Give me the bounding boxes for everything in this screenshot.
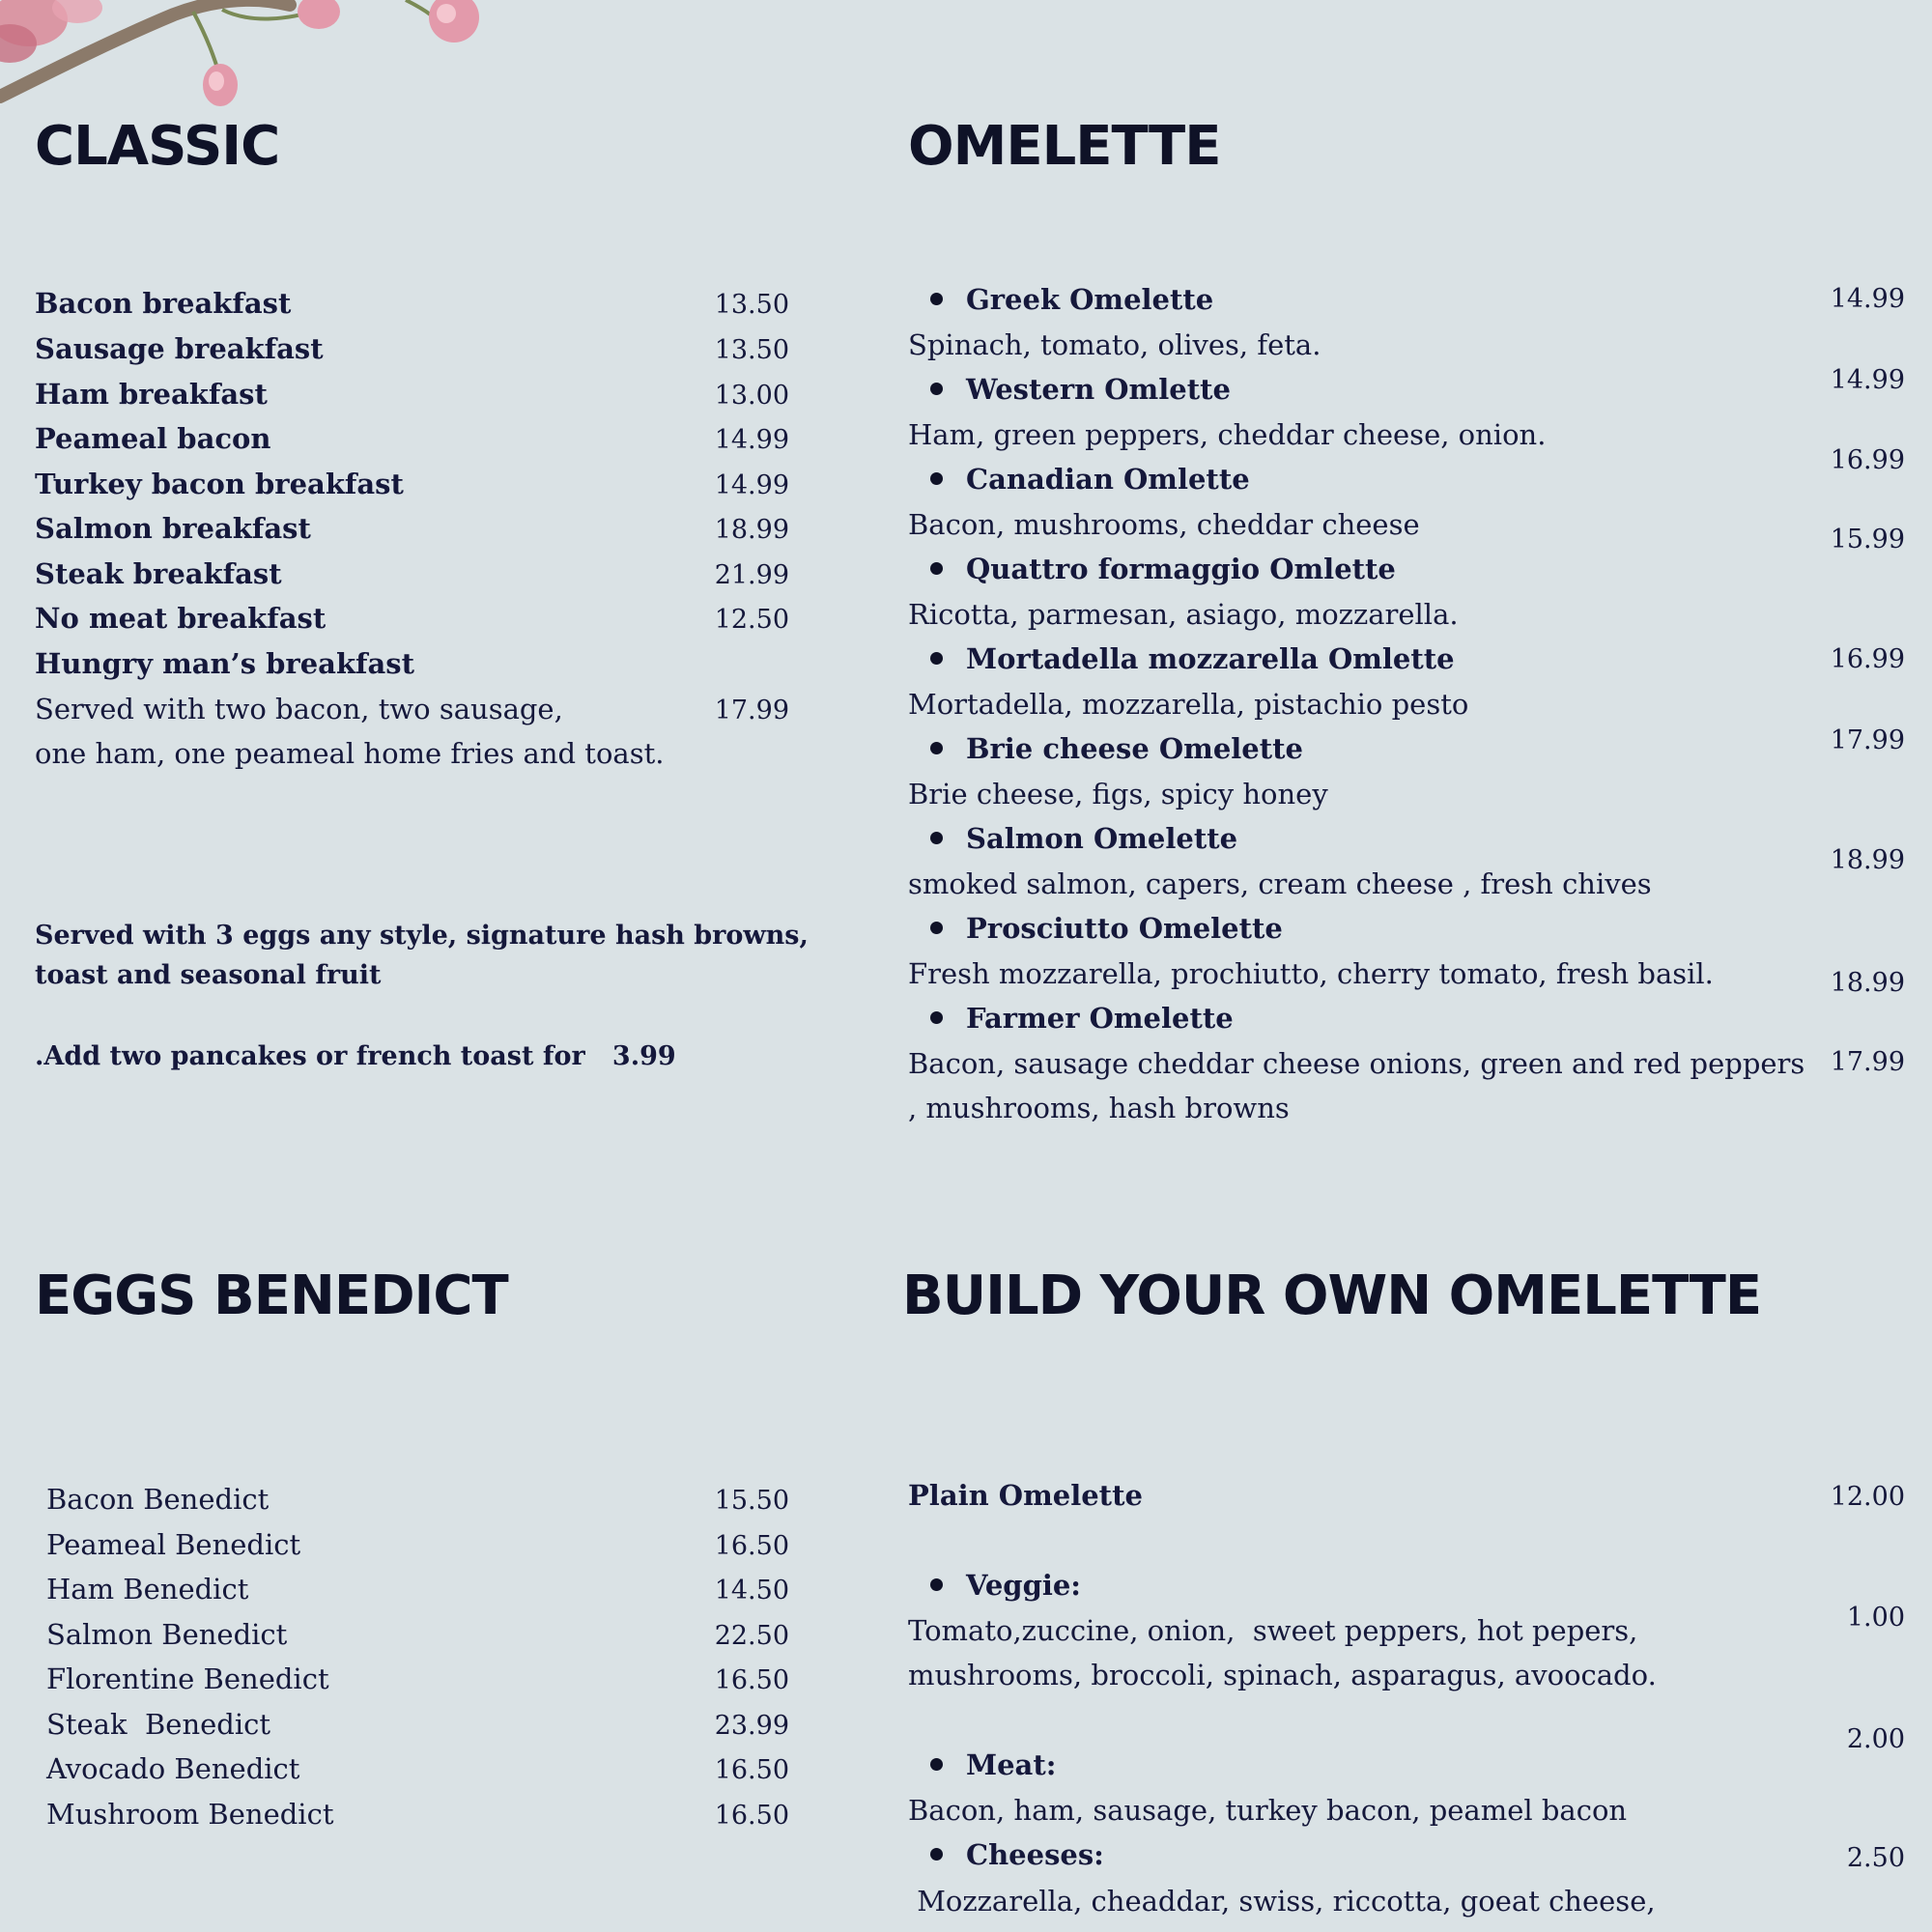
bullet-icon [930,383,943,395]
classic-item-name: Bacon breakfast [35,287,292,320]
bullet-icon [930,562,943,575]
classic-note: toast and seasonal fruit [35,960,382,990]
omelette-item-name: Salmon Omelette [966,822,1238,855]
plain-omelette-price: 12.00 [1830,1482,1905,1512]
omelette-price: 14.99 [1830,365,1905,395]
omelette-item [930,283,1214,316]
omelette-item-name: Greek Omelette [966,283,1214,316]
veggie-option [930,1569,1082,1602]
omelette-item-desc: Ricotta, parmesan, asiago, mozzarella. [908,598,1459,631]
bullet-icon [930,1758,943,1771]
bullet-icon [930,293,943,305]
omelette-item [930,732,1303,765]
benedict-item-name: Salmon Benedict [46,1618,288,1651]
omelette-price: 17.99 [1830,1047,1905,1077]
omelette-item [930,822,1238,855]
bullet-icon [930,922,943,934]
meat-price: 2.00 [1846,1724,1905,1754]
classic-item-name: Peameal bacon [35,422,271,455]
classic-item-name: Salmon breakfast [35,512,311,545]
omelette-item-name: Mortadella mozzarella Omlette [966,642,1455,675]
benedict-item-name: Ham Benedict [46,1573,249,1605]
hungry-breakfast-desc: Served with two bacon, two sausage, [35,693,563,725]
bullet-icon [930,1848,943,1861]
classic-item-name: No meat breakfast [35,602,327,635]
omelette-item-name: Canadian Omlette [966,463,1250,496]
hungry-breakfast-desc: one ham, one peameal home fries and toast. [35,737,665,770]
bullet-icon [930,1578,943,1591]
benedict-item-price: 16.50 [714,1755,789,1785]
benedict-item-name: Mushroom Benedict [46,1798,334,1831]
veggie-desc: Tomato,zuccine, onion, sweet peppers, hot pepers, [908,1614,1638,1647]
benedict-item-price: 16.50 [714,1665,789,1695]
omelette-item [930,463,1250,496]
omelette-item-desc: Spinach, tomato, olives, feta. [908,328,1321,361]
omelette-item-name: Farmer Omelette [966,1002,1234,1035]
hungry-breakfast-price: 17.99 [714,696,789,725]
cheese-price: 2.50 [1846,1843,1905,1873]
omelette-item-name: Quattro formaggio Omlette [966,553,1396,585]
bullet-icon [930,1011,943,1024]
benedict-item-price: 22.50 [714,1621,789,1651]
classic-item-price: 12.50 [714,605,789,635]
omelette-item [930,555,1396,583]
veggie-price: 1.00 [1846,1603,1905,1633]
cheese-label: Cheeses: [966,1838,1104,1871]
omelette-item-name: Prosciutto Omelette [966,912,1283,945]
omelette-item-desc: Bacon, mushrooms, cheddar cheese [908,508,1420,541]
omelette-item [930,912,1283,945]
omelette-item-desc: Ham, green peppers, cheddar cheese, onion. [908,418,1547,451]
classic-note: Served with 3 eggs any style, signature hash browns, [35,921,809,951]
meat-option [930,1748,1057,1781]
bullet-icon [930,742,943,754]
omelette-item [930,642,1455,675]
floral-decoration-icon [0,0,502,116]
benedict-item-price: 15.50 [714,1486,789,1516]
bullet-icon [930,652,943,665]
build-heading: BUILD YOUR OWN OMELETTE [902,1264,1762,1327]
bullet-icon [930,832,943,844]
benedict-item-name: Steak Benedict [46,1708,271,1741]
classic-item-price: 13.50 [714,290,789,320]
omelette-item-desc: Mortadella, mozzarella, pistachio pesto [908,688,1469,721]
omelette-item-name: Brie cheese Omelette [966,732,1303,765]
classic-item-name: Ham breakfast [35,378,268,411]
bullet-icon [930,472,943,485]
benedict-heading: EGGS BENEDICT [35,1264,508,1327]
meat-label: Meat: [966,1748,1057,1781]
benedict-item-price: 16.50 [714,1801,789,1831]
omelette-item-desc: Bacon, sausage cheddar cheese onions, green and red peppers [908,1047,1805,1080]
benedict-item-price: 16.50 [714,1531,789,1561]
classic-item-price: 21.99 [714,560,789,590]
omelette-price: 16.99 [1830,445,1905,475]
omelette-price: 18.99 [1830,845,1905,875]
cheese-option [930,1838,1104,1871]
classic-heading: CLASSIC [35,115,280,178]
omelette-item [930,373,1231,406]
classic-item-name: Sausage breakfast [35,332,324,365]
omelette-item [930,1002,1234,1035]
omelette-price: 15.99 [1830,525,1905,554]
omelette-price: 16.99 [1830,644,1905,674]
omelette-item-name: Western Omlette [966,373,1231,406]
omelette-price: 14.99 [1830,284,1905,314]
benedict-item-name: Avocado Benedict [46,1752,300,1785]
benedict-item-name: Florentine Benedict [46,1662,329,1695]
classic-item-name: Turkey bacon breakfast [35,468,404,500]
classic-item-price: 13.50 [714,335,789,365]
benedict-item-name: Peameal Benedict [46,1528,301,1561]
classic-item-name: Steak breakfast [35,557,282,590]
meat-desc: Bacon, ham, sausage, turkey bacon, peamel bacon [908,1794,1628,1827]
omelette-price: 17.99 [1830,725,1905,755]
benedict-item-name: Bacon Benedict [46,1483,270,1516]
classic-item-price: 18.99 [714,515,789,545]
benedict-item-price: 14.50 [714,1576,789,1605]
omelette-item-desc: smoked salmon, capers, cream cheese , fresh chives [908,867,1652,900]
hungry-breakfast-name: Hungry man’s breakfast [35,647,415,680]
classic-item-price: 13.00 [714,381,789,411]
benedict-item-price: 23.99 [714,1711,789,1741]
classic-item-price: 14.99 [714,470,789,500]
cheese-desc: Mozzarella, cheaddar, swiss, riccotta, goeat cheese, [908,1885,1656,1918]
plain-omelette-name: Plain Omelette [908,1479,1143,1512]
classic-item-price: 14.99 [714,425,789,455]
omelette-item-desc: Brie cheese, figs, spicy honey [908,778,1328,810]
veggie-desc: mushrooms, broccoli, spinach, asparagus, avoocado. [908,1659,1657,1691]
omelette-price: 18.99 [1830,968,1905,998]
omelette-heading: OMELETTE [908,115,1221,178]
classic-addon: .Add two pancakes or french toast for 3.99 [35,1041,676,1071]
omelette-item-desc: , mushrooms, hash browns [908,1092,1290,1124]
veggie-label: Veggie: [966,1569,1082,1602]
omelette-item-desc: Fresh mozzarella, prochiutto, cherry tomato, fresh basil. [908,957,1714,990]
